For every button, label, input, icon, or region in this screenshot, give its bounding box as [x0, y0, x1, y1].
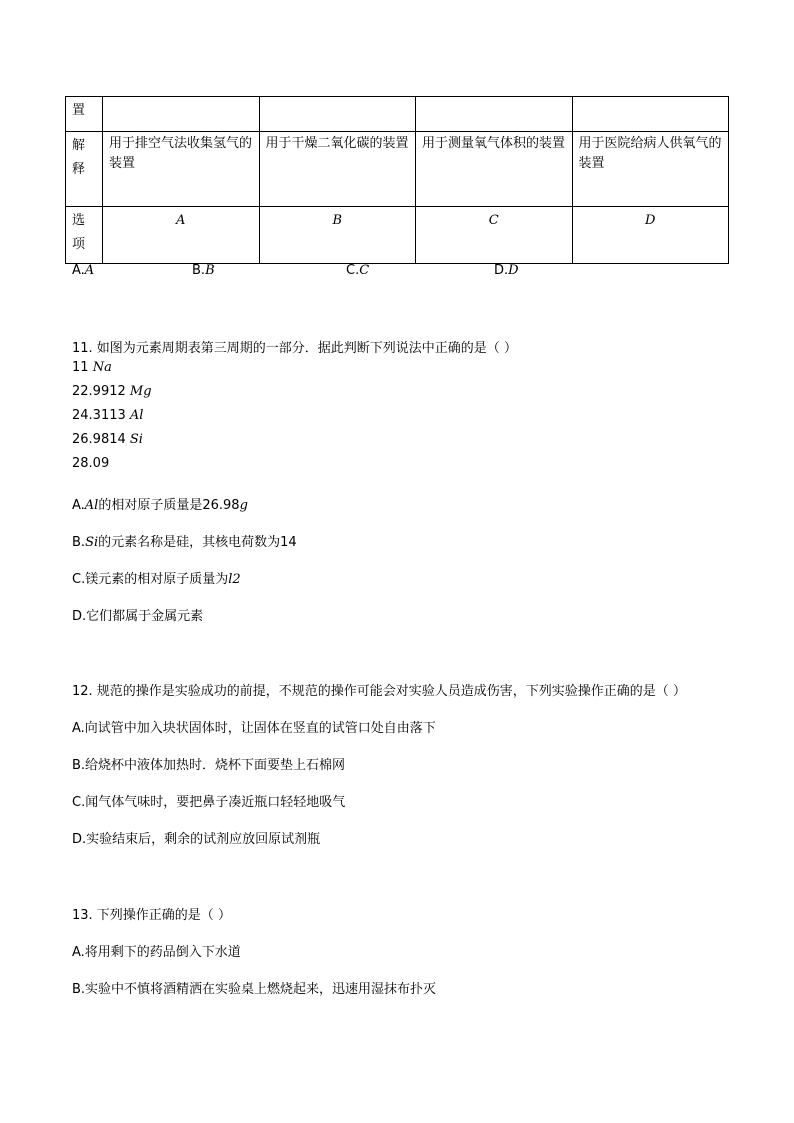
explanation-cell: 用于测量氧气体积的装置: [416, 132, 573, 207]
explanation-cell: 用于排空气法收集氢气的装置: [103, 132, 260, 207]
table-row: [66, 132, 729, 207]
q10-answer-c[interactable]: C.C: [346, 263, 370, 278]
q10-answer-a[interactable]: A.A: [72, 263, 95, 278]
option-letter: A: [103, 207, 260, 264]
row-label: 置: [66, 97, 103, 132]
q13-option-b[interactable]: B.实验中不慎将酒精洒在实验桌上燃烧起来，迅速用湿抹布扑灭: [72, 982, 437, 997]
periodic-line: 11 Na: [72, 360, 112, 375]
periodic-line: 22.9912 Mg: [72, 384, 152, 399]
q12-stem: 12. 规范的操作是实验成功的前提，不规范的操作可能会对实验人员造成伤害，下列实验操作正确的是（ ）: [72, 684, 686, 699]
explanation-cell: 用于干燥二氧化碳的装置: [259, 132, 416, 207]
q11-stem: 11. 如图为元素周期表第三周期的一部分．据此判断下列说法中正确的是（ ）: [72, 341, 517, 356]
q12-option-b[interactable]: B.给烧杯中液体加热时．烧杯下面要垫上石棉网: [72, 758, 346, 773]
periodic-line: 26.9814 Si: [72, 432, 143, 447]
image-cell: [416, 97, 573, 132]
explanation-cell: 用于医院给病人供氧气的装置: [572, 132, 729, 207]
periodic-line: 24.3113 Al: [72, 408, 144, 423]
option-letter: D: [572, 207, 729, 264]
table-row: [66, 207, 729, 264]
row-label: 选 项: [66, 207, 103, 264]
periodic-line: 28.09: [72, 456, 110, 471]
image-cell: [259, 97, 416, 132]
q13-stem: 13. 下列操作正确的是（ ）: [72, 908, 231, 923]
q10-answer-d[interactable]: D.D: [494, 263, 519, 278]
q11-option-a[interactable]: A.Al的相对原子质量是26.98g: [72, 498, 248, 513]
q11-option-c[interactable]: C.镁元素的相对原子质量为l2: [72, 572, 241, 587]
option-letter: B: [259, 207, 416, 264]
q11-option-b[interactable]: B.Si的元素名称是硅，其核电荷数为14: [72, 535, 297, 550]
q12-option-a[interactable]: A.向试管中加入块状固体时，让固体在竖直的试管口处自由落下: [72, 721, 436, 736]
table-row: [66, 97, 729, 132]
q12-option-d[interactable]: D.实验结束后，剩余的试剂应放回原试剂瓶: [72, 832, 321, 847]
image-cell: [103, 97, 260, 132]
row-label: 解 释: [66, 132, 103, 207]
q13-option-a[interactable]: A.将用剩下的药品倒入下水道: [72, 945, 241, 960]
image-cell: [572, 97, 729, 132]
q10-table: [65, 96, 729, 264]
option-letter: C: [416, 207, 573, 264]
q11-option-d[interactable]: D.它们都属于金属元素: [72, 609, 204, 624]
q10-answer-b[interactable]: B.B: [192, 263, 215, 278]
q12-option-c[interactable]: C.闻气体气味时，要把鼻子凑近瓶口轻轻地吸气: [72, 795, 346, 810]
